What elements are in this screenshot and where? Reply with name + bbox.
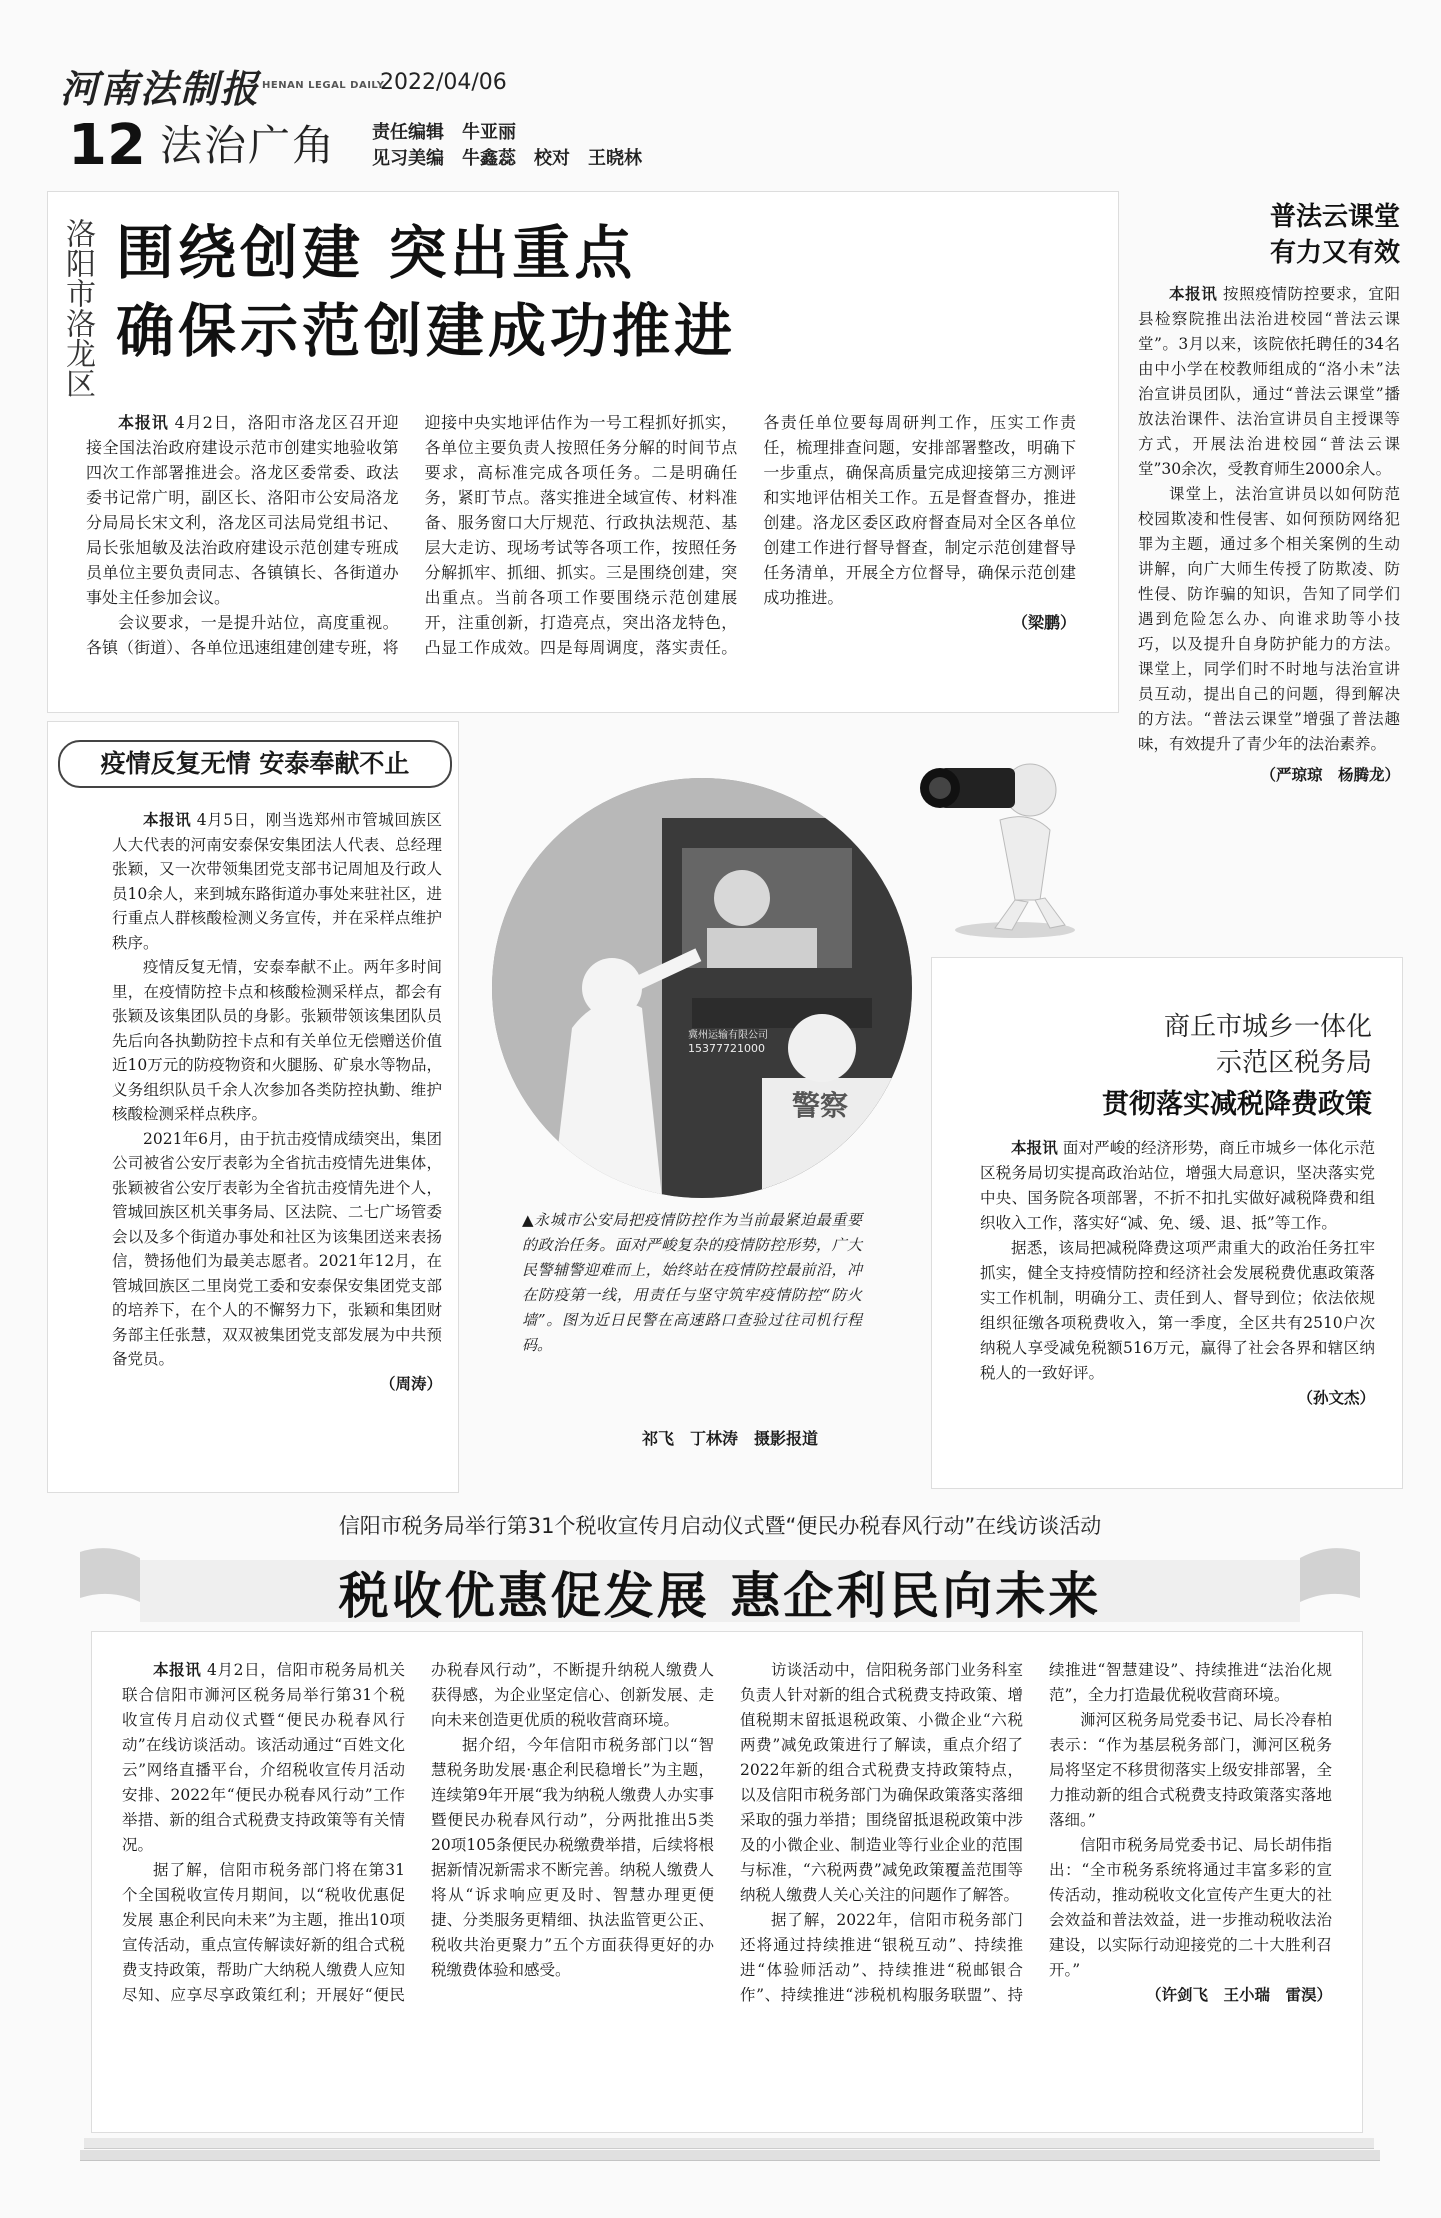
article-cloud-class-lead: 本报讯: [1169, 285, 1218, 303]
article-cloud-class-p2: 课堂上，法治宣讲员以如何防范校园欺凌和性侵害、如何预防网络犯罪为主题，通过多个相关案例的生动讲解，向广大师生传授了防欺凌、防性侵、防诈骗的知识，告知了同学们遇到危险怎么办、向谁求助等小技巧，以及提升自身防护能力的方法。课堂上，同学们时不时地与法治宣讲员互动，提出自己的问题，得到解决的方法。“普法云课堂”增强了普法趣味，有效提升了青少年的法治素养。: [1138, 485, 1400, 753]
article-shangqiu-headline-3: 贯彻落实减税降费政策: [1102, 1089, 1372, 1120]
article-xinyang-p3: 据介绍，今年信阳市税务部门以“智慧税务助发展·惠企利民稳增长”为主题，连续第9年开展“我为纳税人缴费人办实事暨便民办税春风行动”，分两批推出5类20项105条便民办税缴费举措，后续将根据新情况新需求不断完善。纳税人缴费人将从“诉求响应更及时、智慧办理更便捷、分类服务更精细、执法监管更公正、税收共治更聚力”五个方面获得更好的办税缴费体验和感受。: [431, 1736, 714, 1979]
article-shangqiu-p1: 面对严峻的经济形势，商丘市城乡一体化示范区税务局切实提高政治站位，增强大局意识，坚决落实党中央、国务院各项部署，不折不扣扎实做好减税降费和组织收入工作，落实好“减、免、缓、退、抵”等工作。: [980, 1139, 1375, 1232]
article-luolong-lead: 本报讯: [118, 413, 169, 432]
article-antai-headline: 疫情反复无情 安泰奉献不止: [58, 740, 452, 788]
article-xinyang-header: [40, 1502, 1400, 1632]
editor-line: 责任编辑 牛亚丽: [372, 122, 516, 143]
article-cloud-class: [1138, 190, 1400, 950]
article-shangqiu: [932, 958, 1402, 1488]
article-antai-p1: 4月5日，刚当选郑州市管城回族区人大代表的河南安泰保安集团法人代表、总经理张颖，又一次带领集团党支部书记周旭及行政人员10余人，来到城东路街道办事处来驻社区，进行重点人群核酸检测义务宣传，并在采样点维护秩序。: [112, 811, 442, 952]
photo-caption: ▲永城市公安局把疫情防控作为当前最紧迫最重要的政治任务。面对严峻复杂的疫情防控形势，广大民警辅警迎难而上，始终站在疫情防控最前沿，冲在防疫第一线，用责任与坚守筑牢疫情防控“防火墙”。图为近日民警在高速路口查验过往司机行程码。: [522, 1211, 862, 1354]
article-shangqiu-p2: 据悉，该局把减税降费这项严肃重大的政治任务扛牢抓实，健全支持疫情防控和经济社会发展税费优惠政策落实工作机制，明确分工、责任到人、督导到位；依法依规组织征缴各项税费收入，第一季度，全区共有2510户次纳税人享受减免税额516万元，赢得了社会各界和辖区纳税人的一致好评。: [980, 1239, 1375, 1382]
article-antai-author: （周涛）: [379, 1374, 442, 1393]
masthead-logo: 河南法制报: [60, 66, 261, 111]
article-cloud-class-author: （严琼琼 杨腾龙）: [1260, 766, 1400, 784]
staff-line: 见习美编 牛鑫蕊 校对 王晓林: [372, 148, 642, 169]
article-xinyang-p1: 4月2日，信阳市税务局机关联合信阳市浉河区税务局举行第31个税收宣传月启动仪式暨“便民办税春风行动”在线访谈活动。该活动通过“百姓文化云”网络直播平台，介绍税收宣传月活动安排、2022年“便民办税春风行动”工作举措、新的组合式税费支持政策等有关情况。: [122, 1661, 405, 1854]
article-antai-p2: 疫情反复无情，安泰奉献不止。两年多时间里，在疫情防控卡点和核酸检测采样点，都会有张颖及该集团队员的身影。张颖带领该集团队员先后向各执勤防控卡点和有关单位无偿赠送价值近10万元的防疫物资和火腿肠、矿泉水等物品，义务组织队员千余人次参加各类防控执勤、维护核酸检测采样点秩序。: [112, 958, 442, 1123]
article-xinyang-p2: 据了解，信阳市税务部门将在第31个全国税收宣传月期间，以“税收优惠促发展 惠企利民向未来”为主题，推出10项宣传活动，重点宣传解读好新的组合式税费支持政策，帮助广大纳税人缴费人应知尽知、应享尽享政策红利；开展好“便民办税春风行动”，不断提升纳税人缴费人获得感，为企业坚定信心、创新发展、走向未来创造更优质的税收营商环境。: [122, 1661, 714, 2004]
article-xinyang-p4: 访谈活动中，信阳税务部门业务科室负责人针对新的组合式税费支持政策、增值税期末留抵退税政策、小微企业“六税两费”减免政策进行了解读，重点介绍了2022年新的组合式税费支持政策特点，以及信阳市税务部门为确保政策落实落细采取的强力举措；围绕留抵退税政策中涉及的小微企业、制造业等行业企业的范围与标准，“六税两费”减免政策覆盖范围等纳税人缴费人关心关注的问题作了解答。: [740, 1661, 1023, 1904]
article-shangqiu-author: （孙文杰）: [1297, 1389, 1375, 1407]
masthead: [0, 0, 1441, 190]
article-shangqiu-lead: 本报讯: [1011, 1139, 1058, 1157]
article-xinyang-p6: 浉河区税务局党委书记、局长冷春柏表示：“作为基层税务部门，浉河区税务局将坚定不移贯彻落实上级安排部署，全力推动新的组合式税费支持政策落实落地落细。”: [1049, 1711, 1332, 1829]
checkpoint-photo: [492, 778, 912, 1198]
article-antai-lead: 本报讯: [143, 811, 192, 829]
article-cloud-class-headline-2: 有力又有效: [1269, 238, 1400, 268]
article-xinyang: [92, 1632, 1362, 2132]
article-luolong: [48, 192, 1118, 712]
article-luolong-p1: 4月2日，洛阳市洛龙区召开迎接全国法治政府建设示范市创建实地验收第四次工作部署推进会。洛龙区委常委、政法委书记常广明，副区长、洛阳市公安局洛龙分局局长宋文利，洛龙区司法局党组书记、局长张旭敏及法治政府建设示范创建专班成员单位主要负责同志、各镇镇长、各街道办事处主任参加会议。: [86, 413, 399, 607]
photo-block: [462, 758, 942, 1493]
article-luolong-body: [86, 410, 1076, 710]
article-antai: [48, 722, 458, 1492]
checkpoint-photo-illustration: [492, 778, 912, 1198]
truck-company-label: 冀州运输有限公司: [688, 1030, 768, 1041]
page-number: 12: [68, 113, 146, 178]
section-title: 法治广角: [160, 121, 337, 170]
article-luolong-headline-1: 围绕创建 突出重点: [116, 219, 637, 287]
article-xinyang-p7: 信阳市税务局党委书记、局长胡伟指出：“全市税务系统将通过丰富多彩的宣传活动，推动税收文化宣传产生更大的社会效益和普法效益，进一步推动税收法治建设，以实际行动迎接党的二十大胜利召开。”: [1049, 1836, 1332, 1979]
article-xinyang-author: （许剑飞 王小瑞 雷淏）: [1145, 1986, 1332, 2004]
article-antai-p3: 2021年6月，由于抗击疫情成绩突出，集团公司被省公安厅表彰为全省抗击疫情先进集体，张颖被省公安厅表彰为全省抗击疫情先进个人，管城回族区机关事务局、区法院、二七广场管委会以及多个街道办事处和社区为该集团送来表扬信，赞扬他们为最美志愿者。2021年12月，在管城回族区二里岗党工委和安泰保安集团党支部的培养下，在个人的不懈努力下，张颖和集团财务部主任张慧，双双被集团党支部发展为中共预备党员。: [112, 1129, 442, 1368]
article-luolong-author: （梁鹏）: [1011, 613, 1076, 632]
article-cloud-class-headline-1: 普法云课堂: [1269, 202, 1400, 232]
article-cloud-class-p1: 按照疫情防控要求，宜阳县检察院推出法治进校园“普法云课堂”。3月以来，该院依托聘任的34名由中小学在校教师组成的“洛小未”法治宣讲员团队，通过“普法云课堂”播放法治课件、法治宣讲员自主授课等方式，开展法治进校园“普法云课堂”30余次，受教育师生2000余人。: [1138, 285, 1400, 478]
article-xinyang-lead: 本报讯: [153, 1661, 202, 1679]
police-mark: 警察: [792, 1089, 849, 1122]
article-shangqiu-headline-2: 示范区税务局: [1215, 1048, 1372, 1078]
paper-stack-edge: [80, 2150, 1380, 2161]
masthead-date: 2022/04/06: [380, 70, 507, 95]
article-xinyang-subhead: 信阳市税务局举行第31个税收宣传月启动仪式暨“便民办税春风行动”在线访谈活动: [338, 1514, 1102, 1538]
article-antai-body: [112, 808, 442, 1396]
article-xinyang-headline: 税收优惠促发展 惠企利民向未来: [338, 1567, 1102, 1625]
article-xinyang-p5: 据了解，2022年，信阳市税务部门还将通过持续推进“银税互动”、持续推进“体验师活动”、持续推进“税邮银合作”、持续推进“涉税机构服务联盟”、持续推进“智慧建设”、持续推进“法治化规范”，全力打造最优税收营商环境。: [740, 1661, 1332, 2004]
article-cloud-class-body: [1138, 282, 1400, 788]
article-luolong-side-label: 洛阳市洛龙区: [60, 218, 95, 398]
paper-stack-edge: [84, 2138, 1374, 2149]
article-luolong-headline-2: 确保示范创建成功推进: [116, 297, 737, 365]
article-luolong-p2: 会议要求，一是提升站位，高度重视。各镇（街道）、各单位迅速组建创建专班，将迎接中央实地评估作为一号工程抓好抓实，各单位主要负责人按照任务分解的时间节点要求，高标准完成各项任务。二是明确任务，紧盯节点。落实推进全域宣传、材料准备、服务窗口大厅规范、行政执法规范、基层大走访、现场考试等各项工作，按照任务分解抓牢、抓细、抓实。三是围绕创建，突出重点。当前各项工作要围绕示范创建展开，注重创新，打造亮点，突出洛龙特色，凸显工作成效。四是每周调度，落实责任。各责任单位要每周研判工作，压实工作责任，梳理排查问题，安排部署整改，明确下一步重点，确保高质量完成迎接第三方测评和实地评估相关工作。五是督查督办，推进创建。洛龙区委区政府督查局对全区各单位创建工作进行督导督查，制定示范创建督导任务清单，开展全方位督导，确保示范创建成功推进。: [86, 413, 1076, 657]
camera-figure-illustration: [920, 750, 1090, 940]
article-shangqiu-headline-1: 商丘市城乡一体化: [1163, 1012, 1372, 1042]
masthead-english-name: HENAN LEGAL DAILY: [262, 80, 385, 91]
photo-credit: 祁飞 丁林涛 摄影报道: [642, 1429, 819, 1448]
truck-phone-label: 15377721000: [688, 1042, 765, 1055]
article-xinyang-body: [122, 1658, 1332, 2128]
article-shangqiu-body: [980, 1136, 1375, 1411]
